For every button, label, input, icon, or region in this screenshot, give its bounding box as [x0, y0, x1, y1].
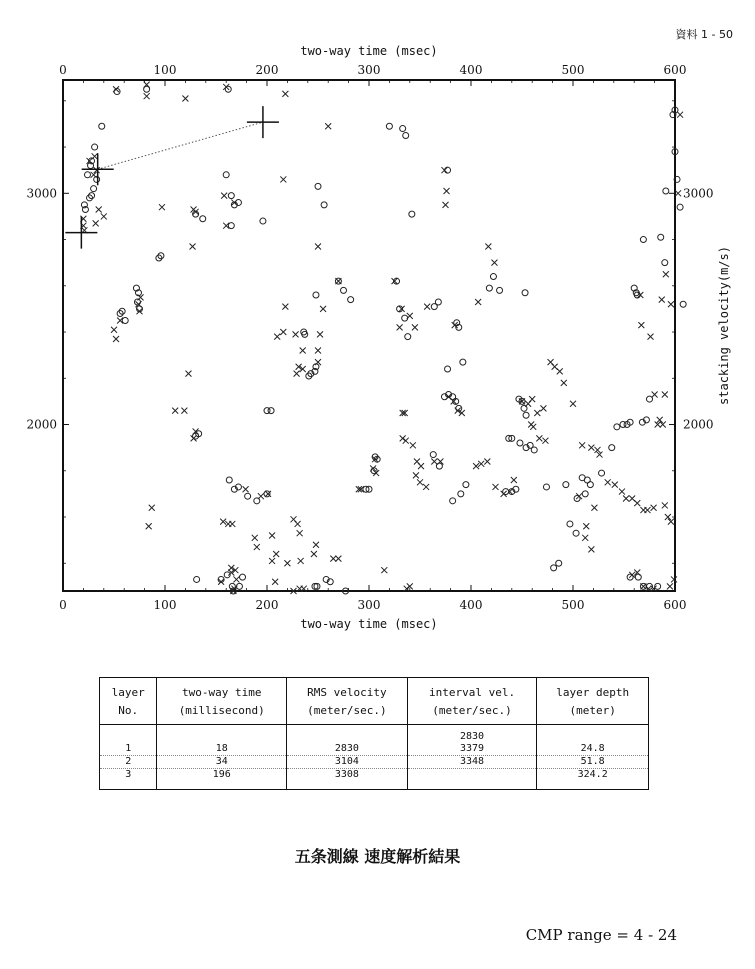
col-header-interval-vel: interval vel.	[407, 678, 537, 702]
table-row	[100, 725, 649, 744]
cross-marker	[335, 278, 341, 284]
circle-marker	[563, 482, 569, 488]
cross-marker	[269, 558, 275, 564]
circle-marker	[680, 301, 686, 307]
circle-marker	[264, 408, 270, 414]
circle-marker	[264, 491, 270, 497]
cross-marker	[475, 299, 481, 305]
cross-marker	[223, 84, 229, 90]
y-tick-label-right: 2000	[683, 417, 714, 432]
cross-marker	[300, 348, 306, 354]
cross-marker	[557, 368, 563, 374]
circle-marker	[458, 491, 464, 497]
circle-marker	[658, 234, 664, 240]
cross-marker	[671, 576, 677, 582]
x-tick-label-top: 500	[561, 63, 585, 77]
cell-interval-vel: 3379	[407, 743, 537, 756]
cross-marker	[381, 567, 387, 573]
circle-marker	[245, 493, 251, 499]
cross-marker	[677, 112, 683, 118]
cross-marker	[282, 304, 288, 310]
circle-marker	[486, 285, 492, 291]
circle-marker	[114, 89, 120, 95]
cross-marker	[667, 583, 673, 589]
cross-marker	[443, 202, 449, 208]
cross-marker	[530, 424, 536, 430]
cross-marker	[315, 348, 321, 354]
cross-marker	[623, 496, 629, 502]
cross-marker	[280, 176, 286, 182]
cross-marker	[274, 334, 280, 340]
cross-marker	[605, 479, 611, 485]
y-axis-label-right: stacking velocity(m/s)	[717, 246, 731, 405]
cross-marker	[294, 371, 300, 377]
cross-marker	[634, 500, 640, 506]
table-row	[100, 756, 649, 769]
col-header-unit: (meter)	[537, 701, 649, 725]
circle-marker	[663, 188, 669, 194]
cross-marker	[172, 408, 178, 414]
cross-marker	[652, 391, 658, 397]
cross-marker	[638, 322, 644, 328]
circle-marker	[403, 132, 409, 138]
cross-marker	[185, 371, 191, 377]
cross-marker	[243, 486, 249, 492]
page-label: 資料 1 - 50	[675, 28, 733, 41]
cross-marker	[501, 491, 507, 497]
cross-marker	[284, 560, 290, 566]
col-header-two-way-time: two-way time	[157, 678, 287, 702]
circle-marker	[194, 576, 200, 582]
cross-marker	[588, 445, 594, 451]
cross-marker	[280, 329, 286, 335]
cross-marker	[412, 324, 418, 330]
cross-marker	[441, 167, 447, 173]
x-tick-label-bottom: 400	[459, 598, 483, 612]
circle-marker	[497, 287, 503, 293]
cross-marker	[258, 493, 264, 499]
cross-marker	[92, 153, 98, 159]
cross-marker	[413, 472, 419, 478]
y-tick-label-right: 3000	[683, 186, 714, 201]
x-tick-label-bottom: 500	[561, 598, 585, 612]
cross-marker	[659, 297, 665, 303]
circle-marker	[614, 424, 620, 430]
cross-marker	[111, 327, 117, 333]
cross-marker	[335, 556, 341, 562]
circle-marker	[662, 260, 668, 266]
circle-marker	[522, 290, 528, 296]
col-header-unit: (millisecond)	[157, 701, 287, 725]
col-header-layer-depth: layer depth	[537, 678, 649, 702]
cross-marker	[570, 401, 576, 407]
circle-marker	[543, 484, 549, 490]
circle-marker	[223, 172, 229, 178]
cell-layer-depth: 51.8	[537, 756, 649, 769]
cross-marker	[146, 523, 152, 529]
x-tick-label-top: 200	[255, 63, 279, 77]
results-table	[99, 677, 649, 790]
circle-marker	[579, 475, 585, 481]
cross-marker	[93, 220, 99, 226]
circle-marker	[523, 412, 529, 418]
cross-marker	[540, 405, 546, 411]
circle-marker	[445, 366, 451, 372]
cell-rms-velocity: 3308	[287, 769, 408, 790]
col-header-unit: No.	[100, 701, 157, 725]
cross-marker	[576, 493, 582, 499]
circle-marker	[573, 530, 579, 536]
cell-interval-vel: 2830	[407, 725, 537, 744]
cross-marker	[542, 438, 548, 444]
col-header-unit: (meter/sec.)	[407, 701, 537, 725]
cross-marker	[144, 93, 150, 99]
circle-marker	[240, 574, 246, 580]
col-header-layer: layer	[100, 678, 157, 702]
circle-marker	[400, 126, 406, 132]
x-tick-label-top: 100	[153, 63, 177, 77]
y-tick-label-left: 3000	[26, 186, 57, 201]
cross-marker	[561, 380, 567, 386]
cross-marker	[313, 542, 319, 548]
cross-marker	[403, 438, 409, 444]
cell-rms-velocity	[287, 725, 408, 744]
circle-marker	[599, 470, 605, 476]
cross-marker	[424, 304, 430, 310]
cross-marker	[190, 243, 196, 249]
circle-marker	[556, 560, 562, 566]
cell-layer: 3	[100, 769, 157, 790]
cross-marker	[273, 551, 279, 557]
table-row	[100, 769, 649, 790]
circle-marker	[313, 292, 319, 298]
circle-marker	[348, 297, 354, 303]
x-tick-label-bottom: 0	[59, 598, 67, 612]
circle-marker	[228, 223, 234, 229]
circle-marker	[435, 299, 441, 305]
cross-marker	[591, 505, 597, 511]
cross-marker	[330, 556, 336, 562]
circle-marker	[99, 123, 105, 129]
cross-marker	[410, 442, 416, 448]
circle-marker	[228, 193, 234, 199]
cell-layer	[100, 725, 157, 744]
cell-layer-depth: 324.2	[537, 769, 649, 790]
circle-marker	[315, 183, 321, 189]
x-tick-label-top: 400	[459, 63, 483, 77]
cross-marker	[297, 530, 303, 536]
cross-marker	[325, 123, 331, 129]
x-tick-label-bottom: 100	[153, 598, 177, 612]
y-tick-label-left: 2000	[26, 417, 57, 432]
cross-marker	[418, 463, 424, 469]
cross-marker	[651, 505, 657, 511]
circle-marker	[430, 452, 436, 458]
cross-marker	[317, 331, 323, 337]
cell-two-way-time: 34	[157, 756, 287, 769]
cell-two-way-time	[157, 725, 287, 744]
x-tick-label-top: 300	[357, 63, 381, 77]
circle-marker	[92, 144, 98, 150]
cmp-range: CMP range = 4 - 24	[525, 926, 677, 944]
cross-marker	[252, 535, 258, 541]
circle-marker	[531, 447, 537, 453]
cell-rms-velocity: 2830	[287, 743, 408, 756]
circle-marker	[409, 211, 415, 217]
cross-marker	[397, 324, 403, 330]
cell-layer-depth: 24.8	[537, 743, 649, 756]
cross-marker	[644, 507, 650, 513]
cross-marker	[536, 435, 542, 441]
cross-marker	[534, 410, 540, 416]
cross-marker	[529, 396, 535, 402]
cross-marker	[315, 243, 321, 249]
circle-marker	[445, 167, 451, 173]
cross-marker	[311, 551, 317, 557]
cross-marker	[663, 271, 669, 277]
x-axis-label-bottom: two-way time (msec)	[300, 617, 438, 631]
picks-connector-line	[98, 122, 263, 169]
cross-marker	[491, 260, 497, 266]
circle-marker	[640, 237, 646, 243]
circle-marker	[490, 274, 496, 280]
cell-rms-velocity: 3104	[287, 756, 408, 769]
cross-marker	[320, 306, 326, 312]
x-tick-label-top: 600	[663, 63, 687, 77]
cross-marker	[485, 243, 491, 249]
cross-marker	[293, 331, 299, 337]
cross-marker	[423, 484, 429, 490]
header-units-row	[100, 701, 649, 725]
cross-marker	[444, 188, 450, 194]
x-tick-label-bottom: 600	[663, 598, 687, 612]
circle-marker	[260, 218, 266, 224]
circle-marker	[517, 440, 523, 446]
cross-marker	[662, 391, 668, 397]
col-header-unit: (meter/sec.)	[287, 701, 408, 725]
cross-marker	[484, 459, 490, 465]
table-row	[100, 743, 649, 756]
circle-marker	[460, 359, 466, 365]
cross-marker	[588, 546, 594, 552]
circle-marker	[200, 216, 206, 222]
cross-marker	[113, 336, 119, 342]
cell-layer-depth	[537, 725, 649, 744]
cell-two-way-time: 18	[157, 743, 287, 756]
cell-two-way-time: 196	[157, 769, 287, 790]
x-tick-label-bottom: 300	[357, 598, 381, 612]
cross-marker	[272, 579, 278, 585]
circle-marker	[226, 477, 232, 483]
velocity-pick-marker	[247, 106, 279, 138]
x-tick-label-top: 0	[59, 63, 67, 77]
cross-marker	[612, 482, 618, 488]
cross-marker	[579, 442, 585, 448]
plot-frame	[63, 80, 675, 591]
circle-marker	[84, 172, 90, 178]
cross-marker	[583, 523, 589, 529]
circle-marker	[91, 186, 97, 192]
cross-marker	[181, 408, 187, 414]
cross-marker	[221, 193, 227, 199]
circle-marker	[551, 565, 557, 571]
cross-marker	[648, 334, 654, 340]
x-tick-label-bottom: 200	[255, 598, 279, 612]
cross-marker	[400, 435, 406, 441]
cross-marker	[431, 459, 437, 465]
circle-marker	[321, 202, 327, 208]
cross-marker	[295, 521, 301, 527]
figure-caption: 五条測線 速度解析結果	[294, 847, 461, 866]
cell-interval-vel: 3348	[407, 756, 537, 769]
cross-marker	[619, 489, 625, 495]
cross-marker	[101, 213, 107, 219]
cross-marker	[191, 435, 197, 441]
circle-marker	[567, 521, 573, 527]
circle-marker	[463, 482, 469, 488]
cross-marker	[582, 535, 588, 541]
circle-marker	[620, 422, 626, 428]
circle-marker	[405, 334, 411, 340]
x-axis-label-top: two-way time (msec)	[300, 44, 438, 58]
circle-marker	[341, 287, 347, 293]
cross-marker	[149, 505, 155, 511]
cross-marker	[417, 479, 423, 485]
velocity-pick-marker	[65, 217, 97, 249]
circle-marker	[677, 204, 683, 210]
cross-marker	[254, 544, 260, 550]
circle-marker	[386, 123, 392, 129]
cross-marker	[662, 502, 668, 508]
cross-marker	[96, 206, 102, 212]
cross-marker	[668, 301, 674, 307]
circle-marker	[122, 317, 128, 323]
circle-marker	[450, 498, 456, 504]
circle-marker	[582, 491, 588, 497]
cell-interval-vel	[407, 769, 537, 790]
cross-marker	[282, 91, 288, 97]
cross-marker	[182, 95, 188, 101]
cross-marker	[298, 558, 304, 564]
cell-layer: 1	[100, 743, 157, 756]
cross-marker	[269, 533, 275, 539]
cross-marker	[492, 484, 498, 490]
cross-marker	[407, 313, 413, 319]
cross-marker	[511, 477, 517, 483]
cross-marker	[233, 576, 239, 582]
col-header-rms-velocity: RMS velocity	[287, 678, 408, 702]
circle-marker	[609, 445, 615, 451]
cross-marker	[159, 204, 165, 210]
cell-layer: 2	[100, 756, 157, 769]
